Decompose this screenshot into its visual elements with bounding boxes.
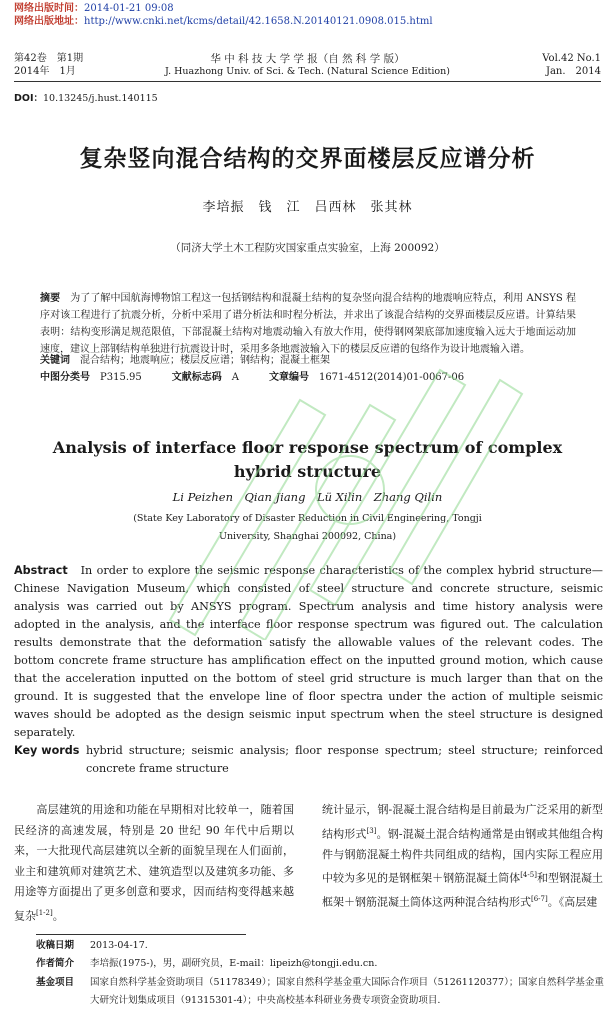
header-volume-cn: 第42卷 第1期 — [14, 53, 84, 64]
clc-value: P315.95 — [100, 372, 142, 383]
title-cn: 复杂竖向混合结构的交界面楼层反应谱分析 — [79, 146, 536, 172]
received-value: 2013-04-17. — [90, 940, 148, 951]
citation-ref[interactable]: [6-7] — [531, 895, 548, 904]
doc-code-value: A — [231, 372, 239, 383]
abstract-cn-label: 摘要 — [40, 293, 61, 304]
title-en-line1: Analysis of interface floor response spectrum of complex — [52, 438, 563, 457]
publication-time-value: 2014-01-21 09:08 — [84, 3, 174, 14]
body-right-part2: 。钢-混凝土混合结构通常是由钢或其他组合构件与钢筋混凝土构件共同组成的结构，国内实际工程应用中较为多见的是钢框架＋钢筋混凝土筒体 — [322, 827, 604, 885]
footnote-rule — [36, 934, 246, 935]
abstract-en-text: In order to explore the seismic response characteristics of the complex hybrid structure—Chinese Navigation Museum, which consisted of steel structure and concrete structure, seismic analysis was carried out by ANSYS program. Spectrum analysis and time history analysis were adopted in the analysis, and the interface floor response spectrum was figured out. The calculation results demonstrate that the deformation satisfy the allowable values of the relevant codes. The bottom concrete frame structure has amplification effect on the inputted ground motion, which cause that the acceleration inputted on the bottom of steel grid structure is much larger than that on the ground. It is suggested that the envelope line of floor spectra under the action of multiple seismic waves should be adopted as the design seismic input spectrum when the steel structure is designed separately. — [14, 564, 603, 739]
fund-label: 基金项目 — [36, 977, 75, 988]
body-left-end: 。 — [52, 909, 64, 923]
header-date-en: Jan. 2014 — [545, 66, 601, 77]
affiliation-en — [0, 510, 615, 546]
header-year-cn: 2014年 1月 — [14, 66, 76, 77]
author-bio-label: 作者简介 — [36, 958, 75, 969]
received-label: 收稿日期 — [36, 940, 75, 951]
author-bio-value: 李培振(1975-)，男，副研究员，E-mail：lipeizh@tongji.edu.cn. — [90, 958, 378, 969]
publication-time — [14, 3, 174, 15]
publication-url-label: 网络出版地址： — [14, 16, 84, 27]
body-right-column — [322, 800, 603, 913]
classification — [40, 369, 576, 386]
body-left-column — [14, 800, 294, 927]
keywords-en-label: Key words — [14, 744, 80, 757]
title-en-line2: hybrid structure — [233, 462, 382, 481]
affiliation-cn: （同济大学土木工程防灾国家重点实验室，上海 200092） — [170, 242, 445, 254]
body-right-part1: 统计显示，钢-混凝土混合结构是目前最为广泛采用的新型结构形式 — [322, 803, 603, 841]
fund-value: 国家自然科学基金资助项目（51178349）；国家自然科学基金重大国际合作项目（51261120377）；国家自然科学基金重大研究计划集成项目（91315301-4）；中央高校基本科研业务费专项资金资助项目. — [90, 977, 604, 1006]
citation-ref[interactable]: [3] — [366, 826, 377, 835]
doc-code-label: 文献标志码 — [171, 372, 222, 383]
footnote-received — [36, 937, 606, 955]
keywords-en — [14, 742, 603, 778]
citation-ref[interactable]: [4-5] — [520, 871, 537, 880]
header-volume-en: Vol.42 No.1 — [542, 53, 601, 64]
citation-ref[interactable]: [1-2] — [36, 908, 53, 917]
publication-url — [14, 16, 433, 28]
abstract-en-label: Abstract — [14, 564, 68, 577]
header-journal-en: J. Huazhong Univ. of Sci. & Tech. (Natural Science Edition) — [165, 66, 450, 77]
abstract-cn-text: 为了了解中国航海博物馆工程这一包括钢结构和混凝土结构的复杂竖向混合结构的地震响应特点，利用 ANSYS 程序对该工程进行了抗震分析，分析中采用了谱分析法和时程分析法，并求出了该混合结构的交界面楼层反应谱。计算结果表明：结构变形满足规范限值，下部混凝土结构对地震动输入有放大作用，使得钢网架底部加速度输入远大于地面运动加速度，建议上部钢结构单独进行抗震设计时，采用多条地震波输入下的楼层反应谱的包络作为设计地震输入谱。 — [40, 293, 577, 355]
abstract-cn — [40, 290, 576, 358]
doi-value: 10.13245/j.hust.140115 — [43, 93, 158, 104]
publication-time-label: 网络出版时间： — [14, 3, 84, 14]
keywords-en-text: hybrid structure; seismic analysis; floor response spectrum; steel structure; reinforced concrete frame structure — [86, 744, 603, 775]
abstract-en — [14, 562, 603, 742]
keywords-cn-text: 混合结构；地震响应；楼层反应谱；钢结构；混凝土框架 — [80, 355, 330, 366]
authors-cn: 李培振 钱 江 吕西林 张其林 — [202, 200, 413, 215]
publication-url-link[interactable]: http://www.cnki.net/kcms/detail/42.1658.N.20140121.0908.015.html — [84, 16, 433, 27]
body-left-text: 高层建筑的用途和功能在早期相对比较单一，随着国民经济的高速发展，特别是 20 世纪 90 年代中后期以来，一大批现代高层建筑以全新的面貌呈现在人们面前，业主和建筑师对建筑艺术、建筑造型以及建筑多功能、多用途等方面提出了更多创意和要求，因而结构变得越来越复杂 — [14, 803, 294, 923]
keywords-cn-label: 关键词 — [40, 355, 70, 366]
footnote-fund — [36, 974, 606, 1010]
affiliation-en-line2: University, Shanghai 200092, China) — [218, 531, 397, 542]
footnote-author — [36, 955, 606, 973]
keywords-cn — [40, 352, 576, 369]
article-number-label: 文章编号 — [268, 372, 309, 383]
authors-en: Li Peizhen Qian Jiang Lü Xilin Zhang Qilin — [172, 490, 443, 504]
affiliation-en-line1: (State Key Laboratory of Disaster Reduction in Civil Engineering, Tongji — [133, 513, 482, 524]
clc-label: 中图分类号 — [40, 372, 90, 383]
body-right-part4: 。《高层建 — [547, 895, 598, 909]
doi-label: DOI： — [14, 93, 43, 104]
header-rule — [14, 81, 601, 82]
article-number-value: 1671-4512(2014)01-0067-06 — [318, 372, 465, 383]
doi — [14, 93, 158, 105]
header-journal-cn: 华 中 科 技 大 学 学 报（自 然 科 学 版） — [210, 53, 405, 65]
title-en — [0, 436, 615, 484]
body-right-part3: 和型钢混凝土框架＋钢筋混凝土筒体这两种混合结构形式 — [322, 871, 604, 909]
